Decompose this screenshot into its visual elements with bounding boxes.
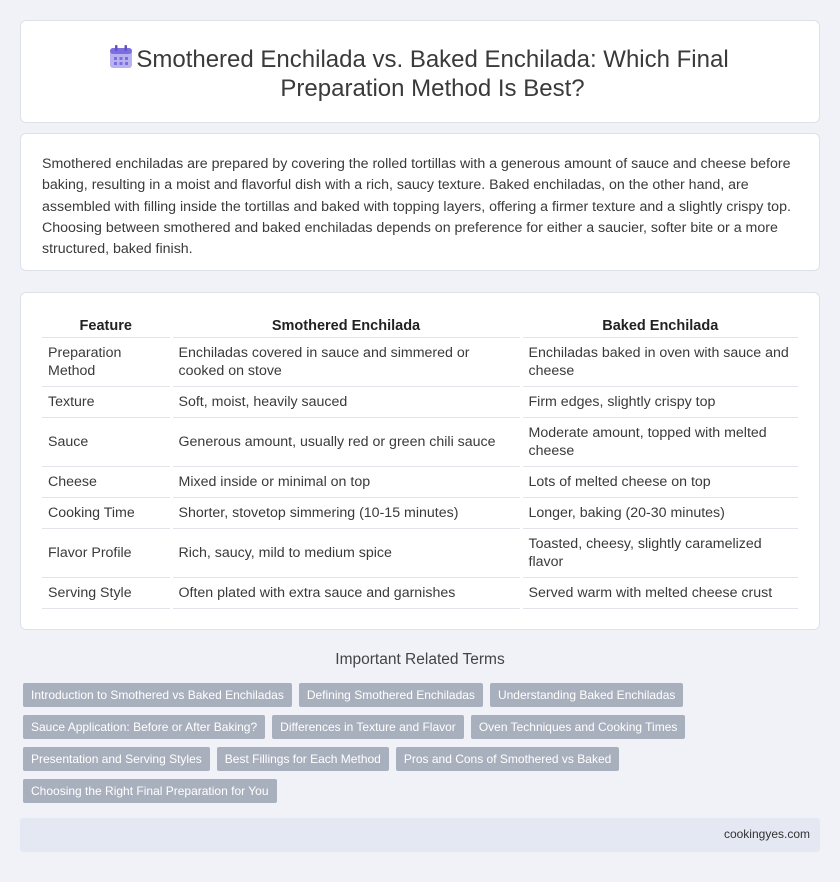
feature-cell: Sauce: [42, 417, 171, 466]
smothered-cell: Generous amount, usually red or green chili sauce: [171, 417, 521, 466]
intro-paragraph: Smothered enchiladas are prepared by covering the rolled tortillas with a generous amount of sauce and cheese before baking, resulting in a moist and flavorful dish with a rich, saucy texture. Baked enchiladas, on the other hand, are assembled with filling inside the tortillas and baked with topping layers, offering a firmer texture and a slightly crispy top. Choosing between smothered and baked enchiladas depends on preference for either a saucier, softer bite or a more structured, baked finish.: [42, 156, 791, 258]
baked-cell: Longer, baking (20-30 minutes): [521, 497, 798, 528]
feature-cell: Texture: [42, 386, 171, 417]
related-term-tag[interactable]: Sauce Application: Before or After Baking?: [23, 715, 265, 739]
intro-card: [20, 133, 820, 271]
page-title: Smothered Enchilada vs. Baked Enchilada: Which Final Preparation Method Is Best?: [136, 46, 729, 102]
site-name[interactable]: cookingyes.com: [723, 827, 810, 841]
smothered-cell: Rich, saucy, mild to medium spice: [171, 528, 521, 577]
title-card: [20, 20, 820, 123]
related-term-tag[interactable]: Presentation and Serving Styles: [23, 747, 210, 771]
table-row: [42, 417, 798, 466]
baked-cell: Served warm with melted cheese crust: [521, 577, 798, 608]
related-term-tag[interactable]: Oven Techniques and Cooking Times: [471, 715, 686, 739]
related-term-tag[interactable]: Pros and Cons of Smothered vs Baked: [396, 747, 619, 771]
feature-cell: Cheese: [42, 466, 171, 497]
comparison-table: [42, 314, 798, 609]
table-row: [42, 466, 798, 497]
related-term-tag[interactable]: Understanding Baked Enchiladas: [490, 683, 683, 707]
smothered-cell: Mixed inside or minimal on top: [171, 466, 521, 497]
table-row: [42, 528, 798, 577]
footer: [20, 818, 820, 852]
related-term-tag[interactable]: Defining Smothered Enchiladas: [299, 683, 483, 707]
baked-cell: Firm edges, slightly crispy top: [521, 386, 798, 417]
smothered-cell: Shorter, stovetop simmering (10-15 minutes): [171, 497, 521, 528]
header-baked: Baked Enchilada: [521, 314, 798, 337]
smothered-cell: Often plated with extra sauce and garnishes: [171, 577, 521, 608]
baked-cell: Lots of melted cheese on top: [521, 466, 798, 497]
related-terms-title: Important Related Terms: [335, 651, 505, 668]
table-row: [42, 386, 798, 417]
related-terms-list: [23, 683, 823, 811]
smothered-cell: Soft, moist, heavily sauced: [171, 386, 521, 417]
feature-cell: Cooking Time: [42, 497, 171, 528]
table-row: [42, 497, 798, 528]
header-feature: Feature: [42, 314, 171, 337]
feature-cell: Serving Style: [42, 577, 171, 608]
baked-cell: Enchiladas baked in oven with sauce and cheese: [521, 337, 798, 386]
comparison-card: [20, 292, 820, 630]
baked-cell: Moderate amount, topped with melted cheese: [521, 417, 798, 466]
table-header-row: [42, 314, 798, 337]
related-term-tag[interactable]: Choosing the Right Final Preparation for You: [23, 779, 277, 803]
feature-cell: Preparation Method: [42, 337, 171, 386]
header-smothered: Smothered Enchilada: [171, 314, 521, 337]
related-term-tag[interactable]: Differences in Texture and Flavor: [272, 715, 464, 739]
table-row: [42, 337, 798, 386]
related-term-tag[interactable]: Introduction to Smothered vs Baked Enchiladas: [23, 683, 292, 707]
related-term-tag[interactable]: Best Fillings for Each Method: [217, 747, 389, 771]
baked-cell: Toasted, cheesy, slightly caramelized flavor: [521, 528, 798, 577]
smothered-cell: Enchiladas covered in sauce and simmered or cooked on stove: [171, 337, 521, 386]
table-row: [42, 577, 798, 608]
feature-cell: Flavor Profile: [42, 528, 171, 577]
